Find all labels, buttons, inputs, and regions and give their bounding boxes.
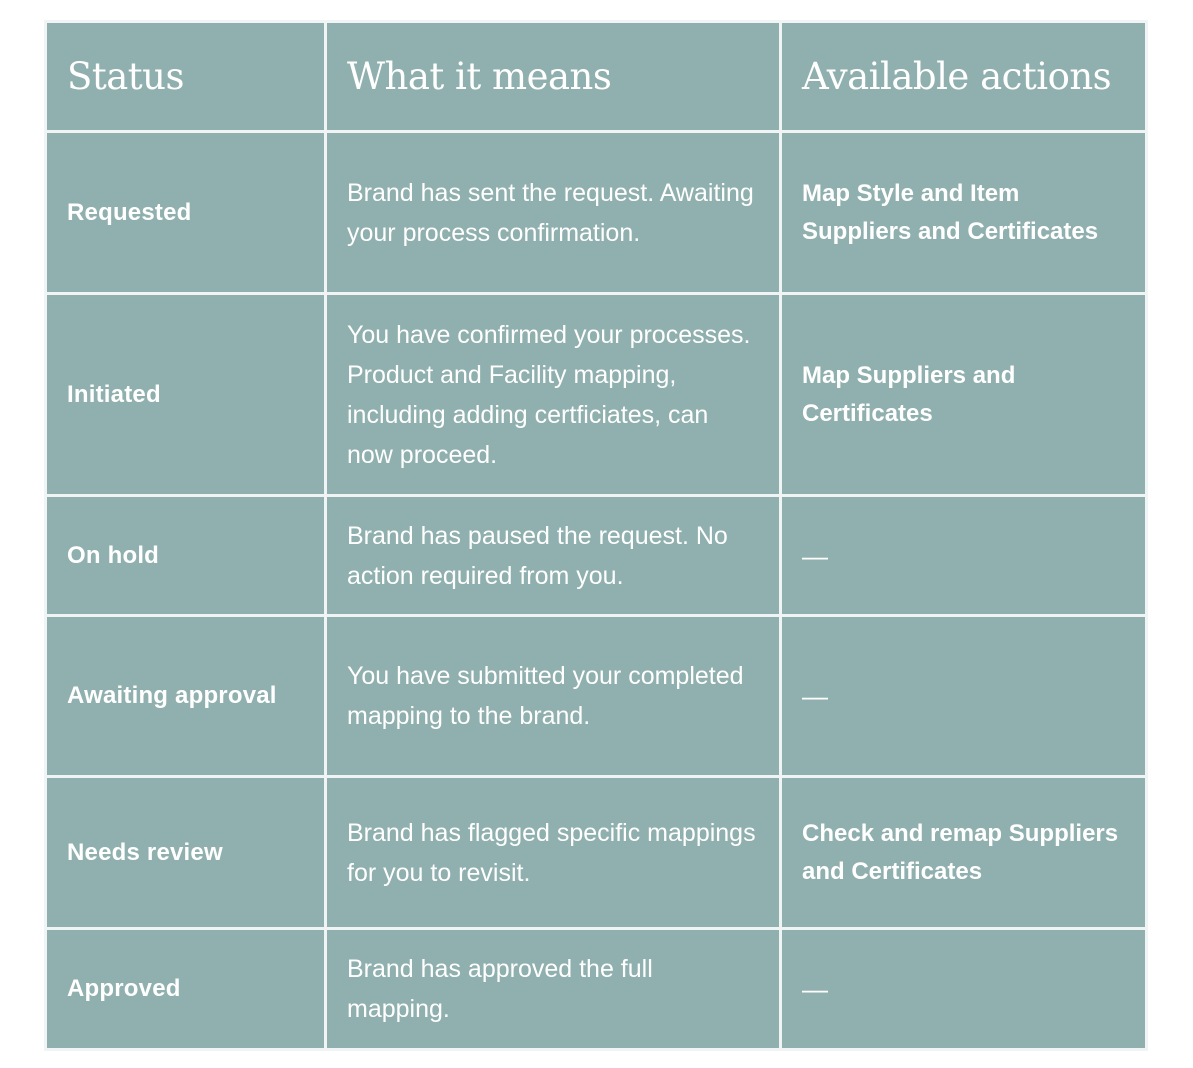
- header-what-it-means: What it means: [326, 22, 781, 132]
- meaning-cell: Brand has flagged specific mappings for you to revisit.: [326, 777, 781, 929]
- actions-cell: —: [781, 616, 1147, 777]
- table-header: [46, 22, 1147, 132]
- actions-cell: —: [781, 929, 1147, 1050]
- table-row-initiated: [46, 294, 1147, 496]
- actions-cell: Map Suppliers and Certificates: [781, 294, 1147, 496]
- header-row: [46, 22, 1147, 132]
- status-table: [44, 20, 1148, 1051]
- table-row-awaiting-approval: [46, 616, 1147, 777]
- status-cell: On hold: [46, 496, 326, 616]
- status-cell: Needs review: [46, 777, 326, 929]
- status-cell: Requested: [46, 132, 326, 294]
- status-cell: Approved: [46, 929, 326, 1050]
- actions-cell: Check and remap Suppliers and Certificates: [781, 777, 1147, 929]
- table-row-requested: [46, 132, 1147, 294]
- meaning-cell: Brand has sent the request. Awaiting your process confirmation.: [326, 132, 781, 294]
- header-status: Status: [46, 22, 326, 132]
- table-row-needs-review: [46, 777, 1147, 929]
- meaning-cell: You have confirmed your processes. Product and Facility mapping, including adding certficiates, can now proceed.: [326, 294, 781, 496]
- status-cell: Initiated: [46, 294, 326, 496]
- actions-cell: Map Style and Item Suppliers and Certificates: [781, 132, 1147, 294]
- meaning-cell: Brand has approved the full mapping.: [326, 929, 781, 1050]
- status-cell: Awaiting approval: [46, 616, 326, 777]
- table-row-on-hold: [46, 496, 1147, 616]
- header-available-actions: Available actions: [781, 22, 1147, 132]
- meaning-cell: You have submitted your completed mapping to the brand.: [326, 616, 781, 777]
- actions-cell: —: [781, 496, 1147, 616]
- table-body: [46, 132, 1147, 1050]
- meaning-cell: Brand has paused the request. No action required from you.: [326, 496, 781, 616]
- table-row-approved: [46, 929, 1147, 1050]
